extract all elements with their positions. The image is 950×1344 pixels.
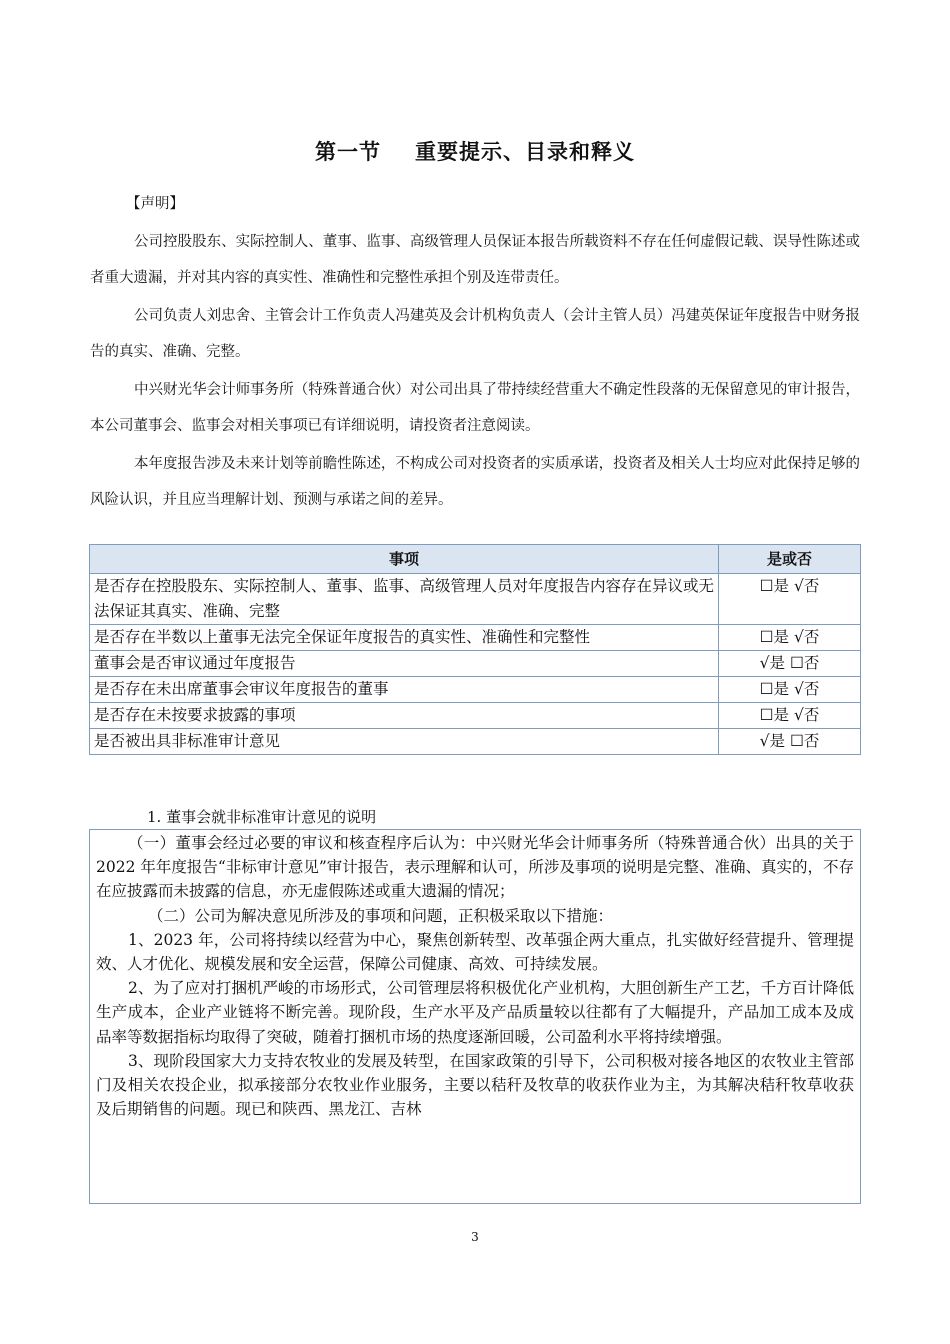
table-row — [90, 651, 861, 677]
table-cell-answer: ☐是 √否 — [719, 677, 861, 703]
table-cell-item: 是否存在未出席董事会审议年度报告的董事 — [90, 677, 719, 703]
table-cell-item: 是否存在控股股东、实际控制人、董事、监事、高级管理人员对年度报告内容存在异议或无法保证其真实、准确、完整 — [90, 574, 719, 625]
section-heading: 1. 董事会就非标准审计意见的说明 — [147, 808, 377, 826]
table-cell-answer: √是 ☐否 — [719, 729, 861, 755]
column-header-item: 事项 — [90, 545, 719, 574]
table-row — [90, 677, 861, 703]
page-title — [0, 136, 950, 166]
explanation-paragraph: （一）董事会经过必要的审议和核查程序后认为：中兴财光华会计师事务所（特殊普通合伙）出具的关于 2022 年年度报告“非标审计意见”审计报告，表示理解和认可，所涉及事项的说明是完整、准确、真实的，不存在应披露而未披露的信息，亦无虚假陈述或重大遗漏的情况； — [96, 834, 854, 901]
table-row — [90, 574, 861, 625]
table-row — [90, 729, 861, 755]
explanation-paragraph: 3、现阶段国家大力支持农牧业的发展及转型，在国家政策的引导下，公司积极对接各地区的农牧业主管部门及相关农投企业，拟承接部分农牧业作业服务，主要以秸秆及牧草的收获作业为主，为其解决秸秆牧草收获及后期销售的问题。现已和陕西、黑龙江、吉林 — [96, 1051, 854, 1119]
explanation-paragraph: 1、2023 年，公司将持续以经营为中心，聚焦创新转型、改革强企两大重点，扎实做好经营提升、管理提效、人才优化、规模发展和安全运营，保障公司健康、高效、可持续发展。 — [96, 930, 854, 974]
confirmation-table — [89, 544, 861, 755]
table-cell-item: 董事会是否审议通过年度报告 — [90, 651, 719, 677]
table-cell-answer: ☐是 √否 — [719, 574, 861, 625]
explanation-paragraph: 2、为了应对打捆机严峻的市场形式，公司管理层将积极优化产业机构，大胆创新生产工艺，千方百计降低生产成本，企业产业链将不断完善。现阶段，生产水平及产品质量较以往都有了大幅提升，产品加工成本及成品率等数据指标均取得了突破，随着打捆机市场的热度逐渐回暖，公司盈利水平将持续增强。 — [96, 979, 854, 1046]
column-header-answer: 是或否 — [719, 545, 861, 574]
audit-paragraph: 中兴财光华会计师事务所（特殊普通合伙）对公司出具了带持续经营重大不确定性段落的无保留意见的审计报告，本公司董事会、监事会对相关事项已有详细说明，请投资者注意阅读。 — [90, 382, 860, 434]
section-number: 第一节 — [315, 140, 381, 164]
table-cell-item: 是否存在未按要求披露的事项 — [90, 703, 719, 729]
explanation-paragraph: （二）公司为解决意见所涉及的事项和问题，正积极采取以下措施： — [148, 906, 614, 925]
table-cell-item: 是否存在半数以上董事无法完全保证年度报告的真实性、准确性和完整性 — [90, 625, 719, 651]
page-number: 3 — [471, 1230, 479, 1244]
explanation-box — [89, 829, 861, 1204]
table-header-row — [90, 545, 861, 574]
table-cell-answer: ☐是 √否 — [719, 625, 861, 651]
table-cell-answer: √是 ☐否 — [719, 651, 861, 677]
table-row — [90, 703, 861, 729]
declaration-label: 【声明】 — [126, 196, 184, 212]
section-title: 重要提示、目录和释义 — [415, 140, 635, 164]
table-cell-answer: ☐是 √否 — [719, 703, 861, 729]
forward-looking-paragraph: 本年度报告涉及未来计划等前瞻性陈述，不构成公司对投资者的实质承诺，投资者及相关人士均应对此保持足够的风险认识，并且应当理解计划、预测与承诺之间的差异。 — [90, 456, 860, 508]
table-cell-item: 是否被出具非标准审计意见 — [90, 729, 719, 755]
table-row — [90, 625, 861, 651]
declaration-paragraph: 公司控股股东、实际控制人、董事、监事、高级管理人员保证本报告所载资料不存在任何虚假记载、误导性陈述或者重大遗漏，并对其内容的真实性、准确性和完整性承担个别及连带责任。 — [90, 234, 860, 286]
responsibility-paragraph: 公司负责人刘忠舍、主管会计工作负责人冯建英及会计机构负责人（会计主管人员）冯建英保证年度报告中财务报告的真实、准确、完整。 — [90, 308, 860, 360]
